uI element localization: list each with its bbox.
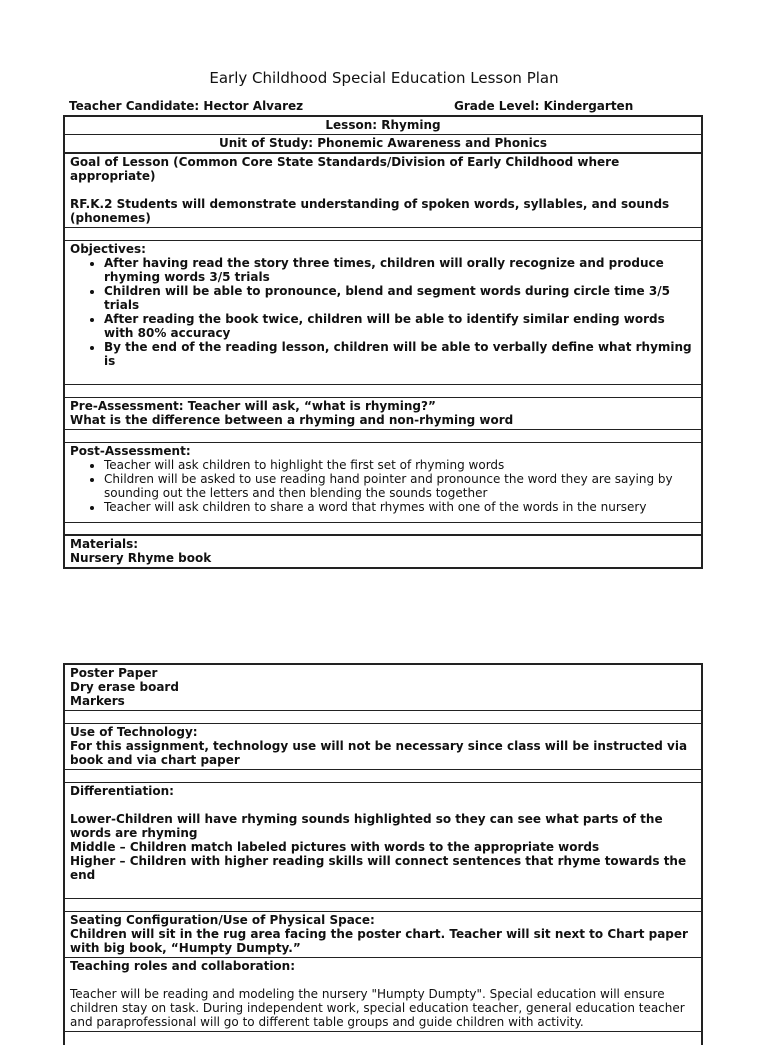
pre-assessment-section <box>65 398 701 430</box>
pre-assessment-detail: What is the difference between a rhyming and non-rhyming word <box>70 413 514 427</box>
material-item: Dry erase board <box>70 680 179 694</box>
technology-text: For this assignment, technology use will not be necessary since class will be instructed via book and via chart paper <box>70 739 688 767</box>
differentiation-heading: Differentiation: <box>70 784 174 798</box>
goal-text: RF.K.2 Students will demonstrate understanding of spoken words, syllables, and sounds (phonemes) <box>70 197 670 225</box>
objective-item: • After reading the book twice, children will be able to identify similar ending words with 80% accuracy <box>104 312 696 340</box>
materials-heading: Materials: <box>70 537 139 551</box>
spacer-row <box>65 1032 701 1045</box>
spacer-row <box>65 385 701 398</box>
pre-assessment-question: Pre-Assessment: Teacher will ask, “what is rhyming?” <box>70 399 436 413</box>
differentiation-lower: Lower-Children will have rhyming sounds highlighted so they can see what parts of the words are rhyming <box>70 812 663 840</box>
objective-item: • By the end of the reading lesson, children will be able to verbally define what rhyming is <box>104 340 696 368</box>
differentiation-middle: Middle – Children match labeled pictures with words to the appropriate words <box>70 840 600 854</box>
technology-heading: Use of Technology: <box>70 725 198 739</box>
roles-text: Teacher will be reading and modeling the nursery "Humpty Dumpty". Special education will ensure children stay on task. During independent work, special education teacher, general education teacher and paraprofessional will go to different table groups and guide children with activity. <box>70 987 685 1029</box>
lesson-plan-table-page1 <box>63 115 703 569</box>
spacer-row <box>65 770 701 783</box>
teacher-candidate: Teacher Candidate: Hector Alvarez <box>69 99 304 113</box>
differentiation-higher: Higher – Children with higher reading skills will connect sentences that rhyme towards the end <box>70 854 687 882</box>
unit-of-study: Unit of Study: Phonemic Awareness and Phonics <box>65 135 701 154</box>
lesson-name: Lesson: Rhyming <box>65 117 701 135</box>
goal-section <box>65 154 701 228</box>
objective-item: • After having read the story three times, children will orally recognize and produce rhyming words 3/5 trials <box>104 256 696 284</box>
goal-heading: Goal of Lesson (Common Core State Standards/Division of Early Childhood where appropriate) <box>70 155 620 183</box>
differentiation-section <box>65 783 701 899</box>
seating-text: Children will sit in the rug area facing the poster chart. Teacher will sit next to Chart paper with big book, “Humpty Dumpty.” <box>70 927 688 955</box>
post-assessment-list <box>70 458 696 514</box>
spacer-row <box>65 430 701 443</box>
objectives-list <box>70 256 696 368</box>
post-assessment-item: • Children will be asked to use reading hand pointer and pronounce the word they are saying by sounding out the letters and then blending the sounds together <box>104 472 696 500</box>
material-item: Nursery Rhyme book <box>70 551 212 565</box>
materials-continued <box>65 665 701 711</box>
materials-section <box>65 536 701 567</box>
lesson-plan-table-page2 <box>63 663 703 1045</box>
spacer-row <box>65 899 701 912</box>
objectives-heading: Objectives: <box>70 242 146 256</box>
document-title: Early Childhood Special Education Lesson Plan <box>209 69 559 87</box>
objectives-section <box>65 241 701 385</box>
seating-heading: Seating Configuration/Use of Physical Space: <box>70 913 375 927</box>
spacer-row <box>65 228 701 241</box>
spacer-row <box>65 711 701 724</box>
roles-heading: Teaching roles and collaboration: <box>70 959 296 973</box>
material-item: Markers <box>70 694 125 708</box>
objective-item: • Children will be able to pronounce, blend and segment words during circle time 3/5 trials <box>104 284 696 312</box>
seating-section <box>65 912 701 958</box>
material-item: Poster Paper <box>70 666 158 680</box>
spacer-row <box>65 523 701 536</box>
post-assessment-heading: Post-Assessment: <box>70 444 191 458</box>
technology-section <box>65 724 701 770</box>
post-assessment-section <box>65 443 701 523</box>
roles-section <box>65 958 701 1032</box>
grade-level: Grade Level: Kindergarten <box>454 99 634 113</box>
post-assessment-item: • Teacher will ask children to highlight the first set of rhyming words <box>104 458 696 472</box>
post-assessment-item: • Teacher will ask children to share a word that rhymes with one of the words in the nursery <box>104 500 696 514</box>
